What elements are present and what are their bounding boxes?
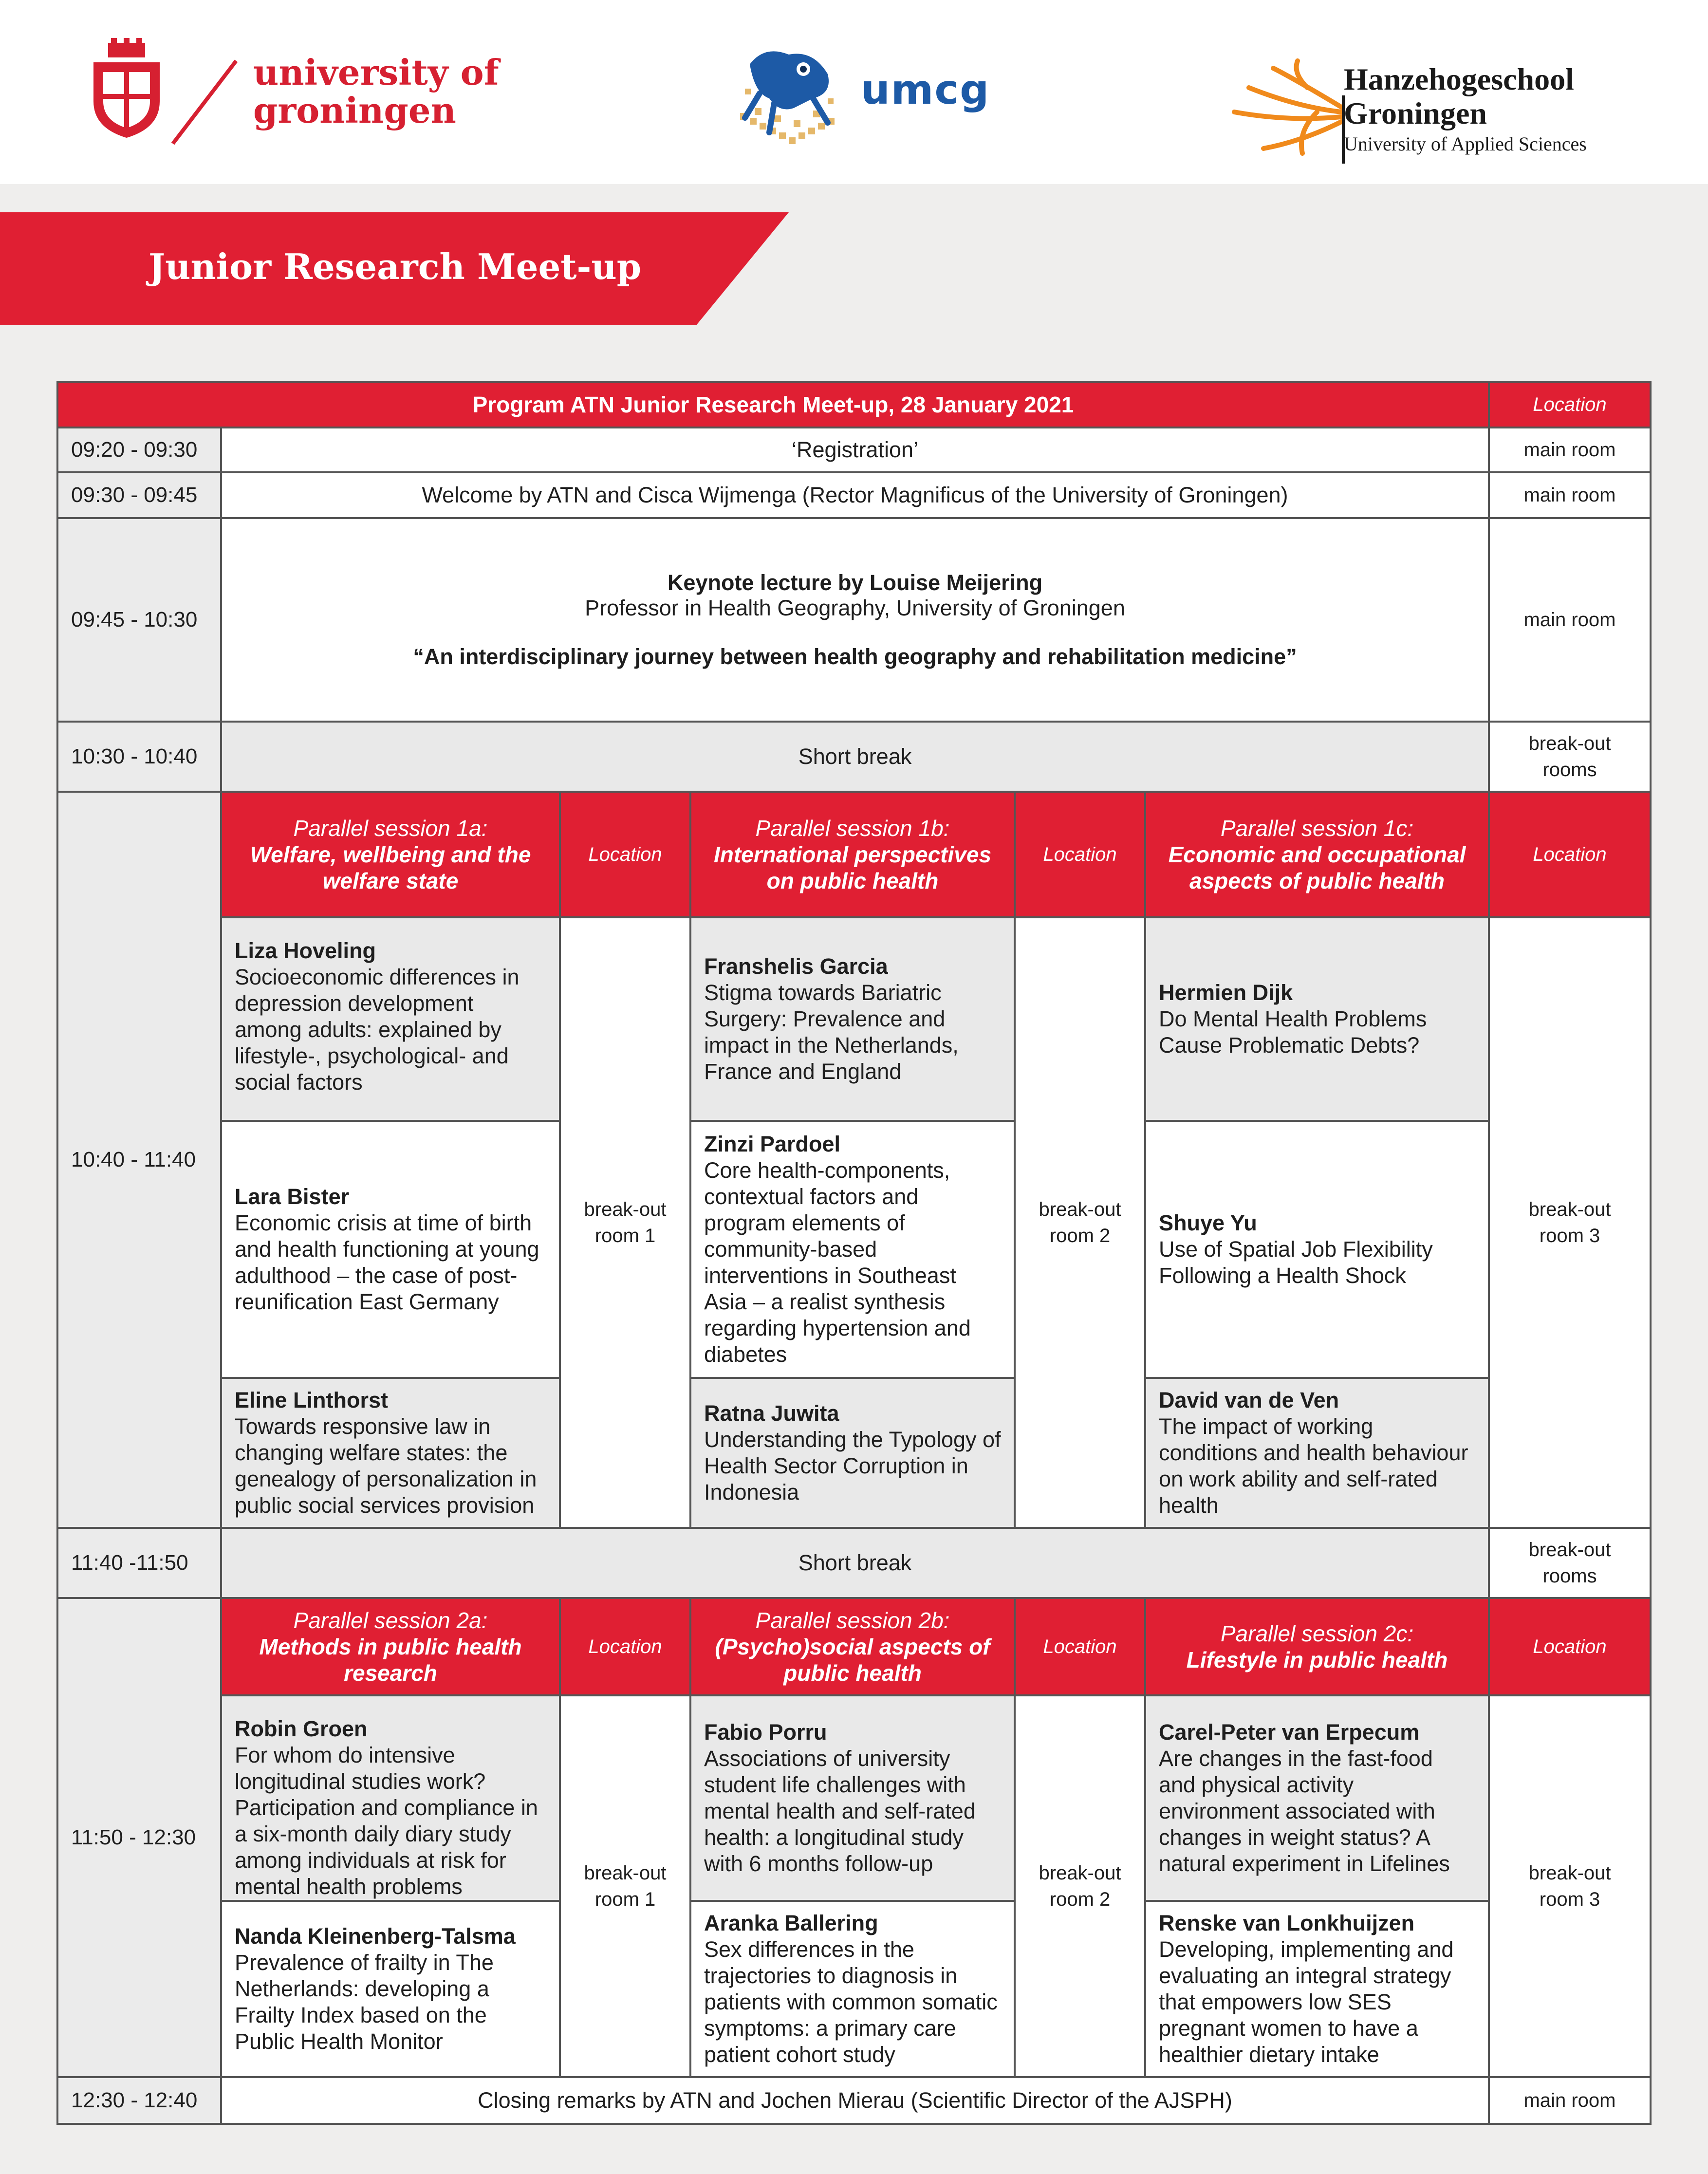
talk-row — [57, 1695, 1651, 1901]
location-cell: main room — [1489, 518, 1651, 722]
row-registration — [57, 427, 1651, 472]
location-header: Location — [1015, 1598, 1145, 1695]
talk-cell: Ratna Juwita Understanding the Typology of Health Sector Corruption in Indonesia — [690, 1378, 1015, 1528]
talk-cell: David van de Ven The impact of working conditions and health behaviour on work ability and self-rated health — [1145, 1378, 1489, 1528]
location-header: Location — [1489, 792, 1651, 917]
hanze-flame-logo-icon — [1220, 58, 1344, 156]
university-of-groningen-crest-icon — [89, 38, 165, 139]
location-cell: break-out room 3 — [1489, 1695, 1651, 2077]
time-cell: 11:40 -11:50 — [57, 1528, 221, 1598]
session-header-1c: Parallel session 1c: Economic and occupational aspects of public health — [1145, 792, 1489, 917]
location-cell: break-out rooms — [1489, 1528, 1651, 1598]
logo-header — [0, 0, 1708, 184]
talk-row — [57, 1121, 1651, 1378]
university-of-groningen-wordmark: university of groningen — [253, 52, 499, 131]
location-cell: break-out room 2 — [1015, 1695, 1145, 2077]
talk-row — [57, 1378, 1651, 1528]
location-cell: main room — [1489, 427, 1651, 472]
row-break-2 — [57, 1528, 1651, 1598]
talk-cell: Shuye Yu Use of Spatial Job Flexibility Following a Health Shock — [1145, 1121, 1489, 1378]
talk-cell: Robin Groen For whom do intensive longitudinal studies work? Participation and compliance in a six-month daily diary study among individuals at risk for mental health problems — [221, 1695, 560, 1901]
time-cell: 11:50 - 12:30 — [57, 1598, 221, 2077]
location-header: Location — [1489, 382, 1651, 427]
keynote-title: Keynote lecture by Louise Meijering — [667, 570, 1043, 595]
hanze-wordmark-line2: Groningen — [1344, 96, 1487, 130]
talk-cell: Hermien Dijk Do Mental Health Problems Cause Problematic Debts? — [1145, 917, 1489, 1121]
agenda-item: Welcome by ATN and Cisca Wijmenga (Rector Magnificus of the University of Groningen) — [221, 472, 1489, 518]
row-break-1 — [57, 722, 1651, 792]
session-header-2a: Parallel session 2a: Methods in public health research — [221, 1598, 560, 1695]
talk-cell: Eline Linthorst Towards responsive law in changing welfare states: the genealogy of personalization in public social services provision — [221, 1378, 560, 1528]
agenda-item: Closing remarks by ATN and Jochen Mierau (Scientific Director of the AJSPH) — [221, 2077, 1489, 2124]
time-cell: 09:20 - 09:30 — [57, 427, 221, 472]
keynote-quote: “An interdisciplinary journey between health geography and rehabilitation medicine” — [413, 644, 1297, 669]
hanze-wordmark-line1: Hanzehogeschool — [1344, 62, 1574, 96]
session-header-1b: Parallel session 1b: International perspectives on public health — [690, 792, 1015, 917]
location-header: Location — [560, 792, 690, 917]
logo-slash-icon — [168, 58, 241, 146]
time-cell: 09:30 - 09:45 — [57, 472, 221, 518]
talk-row — [57, 1901, 1651, 2077]
keynote-subtitle: Professor in Health Geography, University of Groningen — [585, 595, 1125, 620]
location-cell: break-out room 3 — [1489, 917, 1651, 1528]
umcg-frog-logo-icon — [730, 35, 847, 157]
location-cell: break-out rooms — [1489, 722, 1651, 792]
location-cell: break-out room 2 — [1015, 917, 1145, 1528]
program-header-row — [57, 382, 1651, 427]
location-header: Location — [560, 1598, 690, 1695]
location-header: Location — [1489, 1598, 1651, 1695]
session-header-row-2 — [57, 1598, 1651, 1695]
talk-cell: Renske van Lonkhuijzen Developing, implementing and evaluating an integral strategy that empowers low SES pregnant women to have a healthier dietary intake — [1145, 1901, 1489, 2077]
agenda-item: ‘Registration’ — [221, 427, 1489, 472]
session-header-2c: Parallel session 2c: Lifestyle in public health — [1145, 1598, 1489, 1695]
program-table — [56, 381, 1652, 2125]
talk-cell: Franshelis Garcia Stigma towards Bariatric Surgery: Prevalence and impact in the Netherlands, France and England — [690, 917, 1015, 1121]
talk-cell: Aranka Ballering Sex differences in the trajectories to diagnosis in patients with common somatic symptoms: a primary care patient cohort study — [690, 1901, 1015, 2077]
session-header-2b: Parallel session 2b: (Psycho)social aspects of public health — [690, 1598, 1015, 1695]
location-cell: break-out room 1 — [560, 1695, 690, 2077]
talk-row — [57, 917, 1651, 1121]
talk-cell: Zinzi Pardoel Core health-components, contextual factors and program elements of community-based interventions in Southeast Asia – a realist synthesis regarding hypertension and diabetes — [690, 1121, 1015, 1378]
page-title: Junior Research Meet-up — [149, 246, 642, 287]
program-title: Program ATN Junior Research Meet-up, 28 January 2021 — [57, 382, 1489, 427]
row-welcome — [57, 472, 1651, 518]
row-keynote — [57, 518, 1651, 722]
keynote-cell — [221, 518, 1489, 722]
talk-cell: Liza Hoveling Socioeconomic differences in depression development among adults: explained by lifestyle-, psychological- and social factors — [221, 917, 560, 1121]
time-cell: 09:45 - 10:30 — [57, 518, 221, 722]
row-closing — [57, 2077, 1651, 2124]
session-header-1a: Parallel session 1a: Welfare, wellbeing and the welfare state — [221, 792, 560, 917]
time-cell: 12:30 - 12:40 — [57, 2077, 221, 2124]
hanze-wordmark-line3: University of Applied Sciences — [1344, 133, 1587, 155]
talk-cell: Lara Bister Economic crisis at time of birth and health functioning at young adulthood – the case of post-reunification East Germany — [221, 1121, 560, 1378]
talk-cell: Carel-Peter van Erpecum Are changes in the fast-food and physical activity environment associated with changes in weight status? A natural experiment in Lifelines — [1145, 1695, 1489, 1901]
location-cell: main room — [1489, 472, 1651, 518]
umcg-wordmark: umcg — [861, 66, 990, 113]
location-header: Location — [1015, 792, 1145, 917]
talk-cell: Nanda Kleinenberg-Talsma Prevalence of frailty in The Netherlands: developing a Frailty Index based on the Public Health Monitor — [221, 1901, 560, 2077]
time-cell: 10:40 - 11:40 — [57, 792, 221, 1528]
agenda-item: Short break — [221, 722, 1489, 792]
time-cell: 10:30 - 10:40 — [57, 722, 221, 792]
session-header-row-1 — [57, 792, 1651, 917]
location-cell: break-out room 1 — [560, 917, 690, 1528]
talk-cell: Fabio Porru Associations of university student life challenges with mental health and self-rated health: a longitudinal study with 6 months follow-up — [690, 1695, 1015, 1901]
agenda-item: Short break — [221, 1528, 1489, 1598]
location-cell: main room — [1489, 2077, 1651, 2124]
